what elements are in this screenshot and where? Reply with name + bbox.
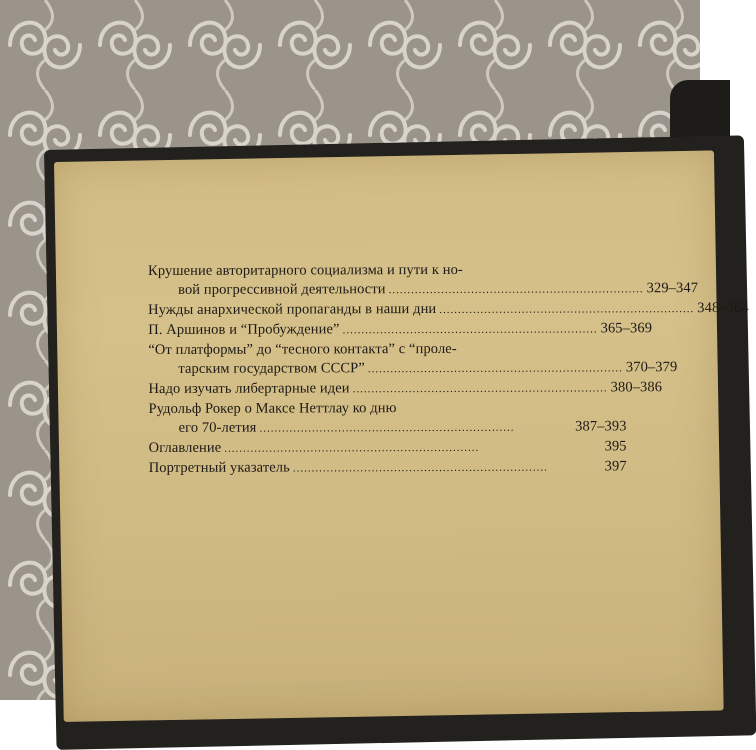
toc-page-range: 370–379 [625, 359, 678, 376]
dot-leader: .................................................................... [367, 362, 623, 376]
toc-page-number: 397 [604, 458, 627, 475]
toc-line [148, 260, 626, 281]
toc-entry [149, 437, 627, 459]
table-of-contents [148, 260, 749, 479]
toc-entry-title: Рудольф Рокер о Максе Неттлау ко дню [148, 400, 397, 417]
toc-line [148, 339, 626, 360]
toc-entry [148, 339, 678, 380]
toc-entry-title: Нужды анархической пропаганды в наши дни [148, 300, 437, 318]
toc-line [149, 417, 627, 439]
toc-entry [148, 378, 663, 400]
toc-line [148, 378, 663, 400]
dot-leader: .................................................................... [259, 421, 515, 435]
dot-leader: .................................................................... [224, 441, 480, 455]
toc-line [148, 398, 626, 419]
toc-entry-title: Надо изучать либертарные идеи [148, 380, 350, 397]
dot-leader: .................................................................... [292, 461, 548, 475]
toc-page-number: 395 [604, 438, 627, 455]
toc-entry-title: тарским государством СССР” [178, 360, 365, 377]
toc-entry [148, 319, 653, 341]
dot-leader: .................................................................... [439, 303, 695, 316]
toc-entry-title: П. Аршинов и “Пробуждение” [148, 321, 340, 338]
toc-entry [148, 398, 626, 439]
toc-entry-title: Оглавление [148, 439, 222, 456]
toc-page-range: 329–347 [646, 280, 699, 297]
toc-entry-title: Портретный указатель [148, 459, 290, 476]
toc-line [149, 437, 627, 459]
toc-entry [149, 457, 627, 479]
toc-entry [148, 299, 749, 321]
toc-page-range: 380–386 [610, 379, 663, 396]
toc-line [148, 358, 678, 380]
toc-entry-title: вой прогрессивной деятельности [178, 281, 386, 298]
dot-leader: .................................................................... [388, 283, 644, 297]
toc-entry-title: Крушение авторитарного социализма и пути к но- [148, 261, 463, 279]
toc-page-range: 348–364 [697, 299, 749, 317]
toc-page-range: 365–369 [600, 320, 653, 337]
toc-line [148, 299, 749, 321]
toc-entry-title: его 70-летия [178, 419, 257, 436]
toc-entry-title: “От платформы” до “тесного контакта” с “проле- [148, 340, 457, 358]
toc-entry [148, 260, 699, 301]
dot-leader: .................................................................... [352, 382, 608, 396]
toc-line [148, 279, 699, 301]
toc-page-range: 387–393 [575, 418, 627, 435]
toc-line [149, 457, 627, 479]
dot-leader: .................................................................... [342, 323, 598, 337]
toc-line [148, 319, 653, 341]
